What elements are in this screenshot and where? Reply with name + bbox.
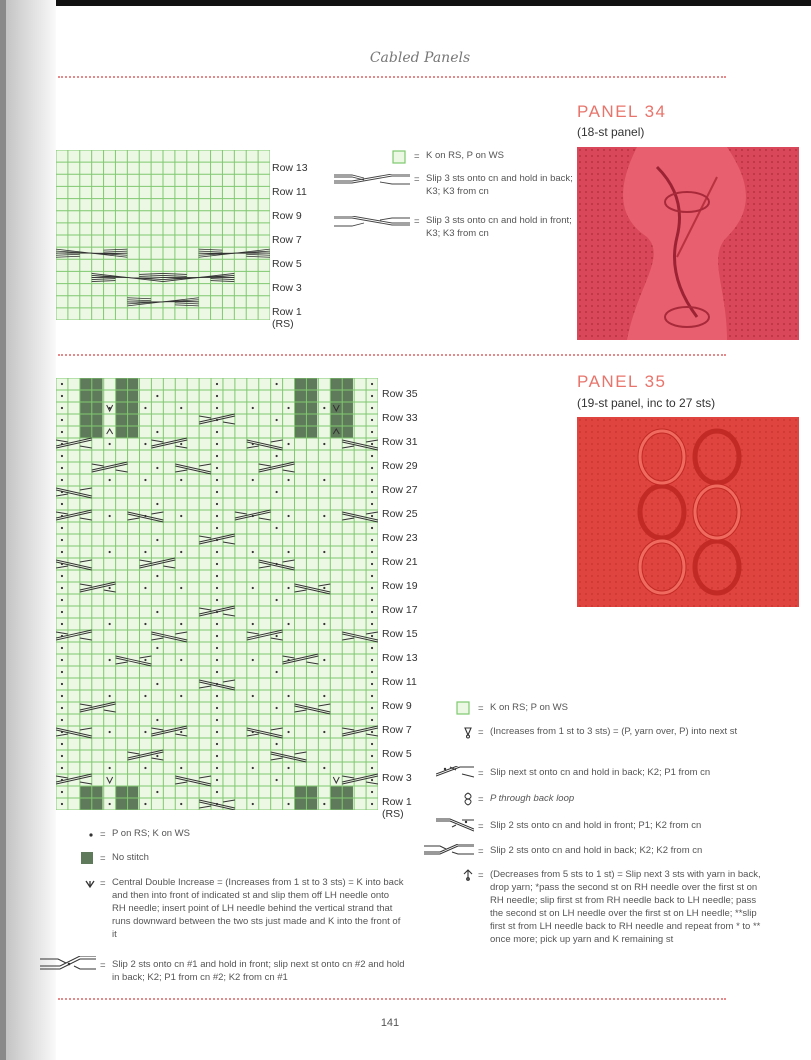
top-edge bbox=[0, 0, 811, 6]
purl-dot bbox=[61, 479, 63, 481]
purl-dot bbox=[371, 551, 373, 553]
purl-dot bbox=[109, 623, 111, 625]
purl-dot bbox=[323, 803, 325, 805]
purl-dot bbox=[371, 743, 373, 745]
row-label: Row 27 bbox=[382, 484, 418, 496]
purl-dot bbox=[216, 395, 218, 397]
purl-dot bbox=[371, 647, 373, 649]
purl-dot bbox=[276, 671, 278, 673]
purl-dot bbox=[61, 455, 63, 457]
purl-dot bbox=[216, 791, 218, 793]
purl-dot bbox=[323, 479, 325, 481]
purl-dot bbox=[61, 527, 63, 529]
purl-dot bbox=[371, 515, 373, 517]
purl-dot bbox=[371, 443, 373, 445]
purl-dot bbox=[216, 671, 218, 673]
purl-dot bbox=[144, 623, 146, 625]
purl-dot bbox=[216, 599, 218, 601]
purl-dot bbox=[109, 443, 111, 445]
purl-dot bbox=[180, 659, 182, 661]
purl-dot bbox=[371, 383, 373, 385]
purl-dot bbox=[216, 755, 218, 757]
purl-dot bbox=[252, 407, 254, 409]
purl-dot bbox=[371, 791, 373, 793]
purl-dot bbox=[252, 767, 254, 769]
running-title: Cabled Panels bbox=[369, 50, 471, 66]
purl-dot bbox=[216, 695, 218, 697]
purl-dot bbox=[156, 395, 158, 397]
panel-35-title: PANEL 35 bbox=[577, 372, 667, 391]
purl-dot bbox=[61, 647, 63, 649]
purl-dot bbox=[287, 443, 289, 445]
empty-square-icon bbox=[392, 150, 406, 164]
purl-dot bbox=[216, 467, 218, 469]
purl-dot bbox=[61, 623, 63, 625]
decrease-icon bbox=[462, 868, 474, 882]
purl-dot bbox=[323, 767, 325, 769]
purl-dot bbox=[371, 707, 373, 709]
purl-dot bbox=[287, 623, 289, 625]
purl-dot bbox=[287, 767, 289, 769]
purl-dot bbox=[252, 551, 254, 553]
row-label: Row 5 bbox=[272, 258, 302, 270]
purl-dot bbox=[109, 515, 111, 517]
purl-dot bbox=[287, 731, 289, 733]
purl-dot bbox=[276, 635, 278, 637]
row-label: Row 19 bbox=[382, 580, 418, 592]
purl-dot bbox=[216, 779, 218, 781]
purl-dot bbox=[216, 551, 218, 553]
central-double-increase-icon bbox=[84, 878, 96, 890]
purl-dot bbox=[276, 599, 278, 601]
purl-dot bbox=[371, 479, 373, 481]
purl-dot bbox=[216, 491, 218, 493]
purl-dot bbox=[287, 695, 289, 697]
row-label: Row 9 bbox=[382, 700, 412, 712]
purl-dot bbox=[371, 731, 373, 733]
row-label: Row 1 bbox=[272, 306, 302, 318]
purl-dot bbox=[156, 431, 158, 433]
purl-dot bbox=[156, 575, 158, 577]
no-stitch-block bbox=[80, 378, 103, 438]
row-label: Row 15 bbox=[382, 628, 418, 640]
purl-dot bbox=[216, 407, 218, 409]
row-label: (RS) bbox=[382, 808, 404, 820]
purl-dot bbox=[252, 659, 254, 661]
purl-dot bbox=[323, 623, 325, 625]
purl-dot bbox=[216, 515, 218, 517]
purl-dot bbox=[61, 791, 63, 793]
purl-dot bbox=[276, 707, 278, 709]
legend-text: K on RS, P on WS bbox=[426, 150, 504, 161]
purl-dot bbox=[323, 551, 325, 553]
dotted-rule-bottom bbox=[58, 998, 726, 1000]
purl-dot bbox=[156, 719, 158, 721]
purl-dot bbox=[144, 443, 146, 445]
purl-dot bbox=[156, 791, 158, 793]
legend-text: (Increases from 1 st to 3 sts) = (P, yarn over, P) into next st bbox=[490, 726, 738, 737]
legend-text: (Decreases from 5 sts to 1 st) = Slip next 3 sts with yarn in back, drop yarn; *pass the second st on RH needle over the first st on RH needle; slip first st from RH needle back to LH needle; pass the second st on LH needle over the first st on LH needle; **slip first st from LH needle back to RH needle and repeat from * to ** once more; pick up yarn and K remaining st bbox=[490, 869, 761, 945]
purl-dot bbox=[371, 467, 373, 469]
purl-dot bbox=[144, 479, 146, 481]
legend-text: Slip 2 sts onto cn and hold in front; P1; K2 from cn bbox=[490, 820, 702, 831]
cable-front-icon bbox=[334, 216, 410, 228]
legend-text: Slip 3 sts onto cn and hold in front; K3; K3 from cn bbox=[426, 215, 572, 239]
row-label: Row 1 bbox=[382, 796, 412, 808]
purl-dot bbox=[61, 707, 63, 709]
purl-dot bbox=[144, 695, 146, 697]
purl-dot bbox=[371, 455, 373, 457]
row-label: Row 21 bbox=[382, 556, 418, 568]
purl-dot bbox=[216, 503, 218, 505]
purl-dot bbox=[144, 551, 146, 553]
purl-dot bbox=[144, 587, 146, 589]
legend-text: K on RS; P on WS bbox=[490, 702, 568, 713]
purl-dot bbox=[216, 431, 218, 433]
purl-dot bbox=[61, 551, 63, 553]
purl-dot bbox=[216, 383, 218, 385]
row-label: Row 11 bbox=[382, 676, 417, 688]
purl-dot bbox=[287, 479, 289, 481]
purl-dot bbox=[180, 515, 182, 517]
purl-dot bbox=[276, 383, 278, 385]
purl-dot bbox=[144, 803, 146, 805]
purl-dot bbox=[61, 803, 63, 805]
purl-dot bbox=[371, 767, 373, 769]
purl-dot bbox=[252, 623, 254, 625]
purl-dot bbox=[216, 623, 218, 625]
empty-square-icon bbox=[456, 701, 470, 715]
purl-dot bbox=[61, 407, 63, 409]
row-label: Row 13 bbox=[272, 162, 308, 174]
purl-dot bbox=[371, 503, 373, 505]
no-stitch-icon bbox=[80, 851, 94, 865]
purl-dot bbox=[156, 467, 158, 469]
purl-dot bbox=[180, 551, 182, 553]
purl-dot bbox=[61, 659, 63, 661]
purl-dot bbox=[371, 635, 373, 637]
dotted-rule-top bbox=[58, 76, 726, 78]
purl-dot bbox=[156, 683, 158, 685]
purl-dot bbox=[252, 803, 254, 805]
panel-34-swatch-photo bbox=[577, 147, 799, 340]
purl-dot bbox=[276, 455, 278, 457]
purl-dot bbox=[156, 647, 158, 649]
purl-dot bbox=[61, 755, 63, 757]
dot-icon bbox=[86, 830, 96, 840]
purl-dot bbox=[371, 431, 373, 433]
purl-dot bbox=[180, 443, 182, 445]
purl-dot bbox=[61, 767, 63, 769]
purl-dot bbox=[287, 551, 289, 553]
cross-front-purl-icon bbox=[436, 818, 474, 832]
purl-dot bbox=[323, 443, 325, 445]
purl-dot bbox=[287, 407, 289, 409]
legend-text: P through back loop bbox=[490, 793, 575, 804]
row-label: Row 3 bbox=[272, 282, 302, 294]
no-stitch-block bbox=[330, 378, 353, 438]
legend-text: Central Double Increase = (Increases from 1 st to 3 sts) = K into back and then into front of indicated st and slip them off LH needle onto RH needle; insert point of LH needle behind the vertical strand that runs downward between the two sts just made and K into the front of it bbox=[112, 877, 404, 940]
purl-dot bbox=[61, 695, 63, 697]
purl-dot bbox=[61, 575, 63, 577]
row-label: Row 11 bbox=[272, 186, 307, 198]
purl-dot bbox=[144, 731, 146, 733]
row-label: Row 7 bbox=[272, 234, 302, 246]
increase-icon bbox=[462, 725, 474, 739]
purl-dot bbox=[276, 743, 278, 745]
purl-dot bbox=[323, 731, 325, 733]
purl-dot bbox=[216, 659, 218, 661]
legend-text: P on RS; K on WS bbox=[112, 828, 190, 839]
purl-dot bbox=[371, 623, 373, 625]
purl-dot bbox=[61, 611, 63, 613]
purl-dot bbox=[61, 503, 63, 505]
purl-dot bbox=[216, 479, 218, 481]
purl-dot bbox=[371, 575, 373, 577]
purl-dot bbox=[287, 803, 289, 805]
purl-dot bbox=[109, 551, 111, 553]
purl-dot bbox=[371, 779, 373, 781]
purl-dot bbox=[371, 611, 373, 613]
purl-dot bbox=[109, 479, 111, 481]
purl-dot bbox=[323, 659, 325, 661]
purl-dot bbox=[180, 803, 182, 805]
purl-dot bbox=[61, 467, 63, 469]
purl-dot bbox=[61, 383, 63, 385]
purl-dot bbox=[61, 719, 63, 721]
purl-dot bbox=[61, 539, 63, 541]
row-label: Row 9 bbox=[272, 210, 302, 222]
purl-dot bbox=[61, 587, 63, 589]
purl-dot bbox=[180, 767, 182, 769]
row-label: Row 25 bbox=[382, 508, 418, 520]
purl-dot bbox=[252, 695, 254, 697]
purl-dot bbox=[156, 611, 158, 613]
dotted-rule-middle bbox=[58, 354, 726, 356]
purl-dot bbox=[109, 659, 111, 661]
purl-dot bbox=[371, 803, 373, 805]
panel-34-legend: = K on RS, P on WS = Slip 3 sts onto cn and hold in back; K3; K3 from cn = Slip 3 sts onto cn and hold in front; K3; K3 from cn bbox=[330, 146, 570, 236]
panel-34-title: PANEL 34 bbox=[577, 102, 667, 121]
purl-dot bbox=[61, 683, 63, 685]
purl-dot bbox=[371, 719, 373, 721]
purl-dot bbox=[216, 527, 218, 529]
cross-back-purl-icon bbox=[436, 766, 474, 778]
purl-dot bbox=[180, 623, 182, 625]
triple-cable-icon bbox=[40, 956, 96, 972]
purl-dot bbox=[371, 599, 373, 601]
panel-35-chart bbox=[56, 378, 378, 810]
purl-dot bbox=[61, 599, 63, 601]
purl-dot bbox=[156, 755, 158, 757]
purl-dot bbox=[180, 479, 182, 481]
panel-35-subtitle: (19-st panel, inc to 27 sts) bbox=[577, 396, 716, 410]
row-label: Row 33 bbox=[382, 412, 418, 424]
purl-dot bbox=[109, 695, 111, 697]
purl-dot bbox=[216, 707, 218, 709]
cable-back-icon bbox=[334, 174, 410, 186]
purl-dot bbox=[371, 491, 373, 493]
purl-dot bbox=[109, 803, 111, 805]
purl-dot bbox=[371, 539, 373, 541]
purl-dot bbox=[144, 659, 146, 661]
purl-dot bbox=[287, 515, 289, 517]
purl-dot bbox=[216, 575, 218, 577]
purl-dot bbox=[109, 767, 111, 769]
no-stitch-block bbox=[116, 378, 139, 438]
purl-dot bbox=[61, 671, 63, 673]
row-label: Row 17 bbox=[382, 604, 418, 616]
purl-dot bbox=[61, 431, 63, 433]
purl-dot bbox=[216, 767, 218, 769]
purl-dot bbox=[276, 779, 278, 781]
purl-dot bbox=[323, 407, 325, 409]
row-label: Row 31 bbox=[382, 436, 418, 448]
legend-text: Slip 3 sts onto cn and hold in back; K3; K3 from cn bbox=[426, 173, 573, 197]
purl-dot bbox=[61, 743, 63, 745]
purl-dot bbox=[216, 455, 218, 457]
panel-34-subtitle: (18-st panel) bbox=[577, 125, 645, 139]
row-label: (RS) bbox=[272, 318, 294, 330]
cross-back-knit-icon bbox=[424, 844, 474, 856]
purl-dot bbox=[216, 587, 218, 589]
purl-dot bbox=[180, 587, 182, 589]
legend-text: Slip 2 sts onto cn #1 and hold in front; slip next st onto cn #2 and hold in back; K2; P1 from cn #2; K2 from cn #1 bbox=[112, 959, 405, 983]
purl-dot bbox=[216, 635, 218, 637]
purl-dot bbox=[216, 443, 218, 445]
purl-dot bbox=[61, 419, 63, 421]
row-label: Row 7 bbox=[382, 724, 412, 736]
panel-35-legend-left: = P on RS; K on WS = No stitch = Central Double Increase = (Increases from 1 st to 3 sts) = K into back and then into front of indicated st and slip them off LH needle onto RH needle; insert point of LH needle behind the vertical strand that runs downward between the two sts just made and K into the front of it = Slip 2 sts onto cn #1 and hold in front; slip next st onto cn #2 and hold in back; K2; P1 from cn #2; K2 from cn #1 bbox=[40, 826, 410, 996]
purl-dot bbox=[323, 587, 325, 589]
legend-text: No stitch bbox=[112, 852, 149, 863]
purl-dot bbox=[216, 563, 218, 565]
purl-dot bbox=[216, 743, 218, 745]
legend-text: Slip 2 sts onto cn and hold in back; K2; K2 from cn bbox=[490, 845, 703, 856]
purl-dot bbox=[371, 527, 373, 529]
purl-dot bbox=[323, 695, 325, 697]
legend-text: Slip next st onto cn and hold in back; K2; P1 from cn bbox=[490, 767, 711, 778]
purl-dot bbox=[252, 479, 254, 481]
purl-dot bbox=[109, 587, 111, 589]
purl-dot bbox=[371, 755, 373, 757]
book-binding-edge bbox=[0, 0, 6, 1060]
purl-dot bbox=[216, 719, 218, 721]
purl-dot bbox=[371, 587, 373, 589]
purl-dot bbox=[371, 695, 373, 697]
no-stitch-block bbox=[295, 378, 318, 438]
purl-dot bbox=[371, 683, 373, 685]
purl-dot bbox=[371, 563, 373, 565]
row-label: Row 35 bbox=[382, 388, 418, 400]
purl-dot bbox=[144, 407, 146, 409]
panel-35-legend-right: = K on RS; P on WS = (Increases from 1 st to 3 sts) = (P, yarn over, P) into next st = Slip next st onto cn and hold in back; K2; P1 from cn = P through back loop = Slip 2 sts onto cn and hold in front; P1; K2 from cn = Slip 2 sts onto cn and hold in back; K2; K2 from cn = (Decreases from 5 sts to 1 st) = Slip next 3 sts with yarn in back, drop yarn; *pass the second st on RH needle over the first st on RH needle; slip first st from RH needle back to LH needle; pass the second st on LH needle over the first st on LH needle; **slip first st from LH needle back to RH needle and repeat from * to ** once more; pick up yarn and K remaining st bbox=[420, 698, 780, 978]
purl-dot bbox=[276, 527, 278, 529]
purl-dot bbox=[276, 419, 278, 421]
twisted-purl-icon bbox=[462, 792, 474, 806]
panel-34-chart bbox=[56, 150, 270, 320]
row-label: Row 29 bbox=[382, 460, 418, 472]
purl-dot bbox=[61, 395, 63, 397]
purl-dot bbox=[216, 731, 218, 733]
purl-dot bbox=[276, 491, 278, 493]
purl-dot bbox=[216, 647, 218, 649]
purl-dot bbox=[252, 587, 254, 589]
row-label: Row 5 bbox=[382, 748, 412, 760]
purl-dot bbox=[180, 407, 182, 409]
purl-dot bbox=[323, 515, 325, 517]
row-label: Row 3 bbox=[382, 772, 412, 784]
purl-dot bbox=[371, 671, 373, 673]
page-number: 141 bbox=[380, 1017, 400, 1029]
row-label: Row 23 bbox=[382, 532, 418, 544]
purl-dot bbox=[156, 503, 158, 505]
purl-dot bbox=[180, 731, 182, 733]
purl-dot bbox=[144, 767, 146, 769]
row-label: Row 13 bbox=[382, 652, 418, 664]
purl-dot bbox=[109, 731, 111, 733]
purl-dot bbox=[156, 539, 158, 541]
purl-dot bbox=[371, 407, 373, 409]
purl-dot bbox=[371, 659, 373, 661]
panel-35-swatch-photo bbox=[577, 417, 799, 607]
purl-dot bbox=[180, 695, 182, 697]
purl-dot bbox=[371, 419, 373, 421]
purl-dot bbox=[371, 395, 373, 397]
purl-dot bbox=[287, 587, 289, 589]
